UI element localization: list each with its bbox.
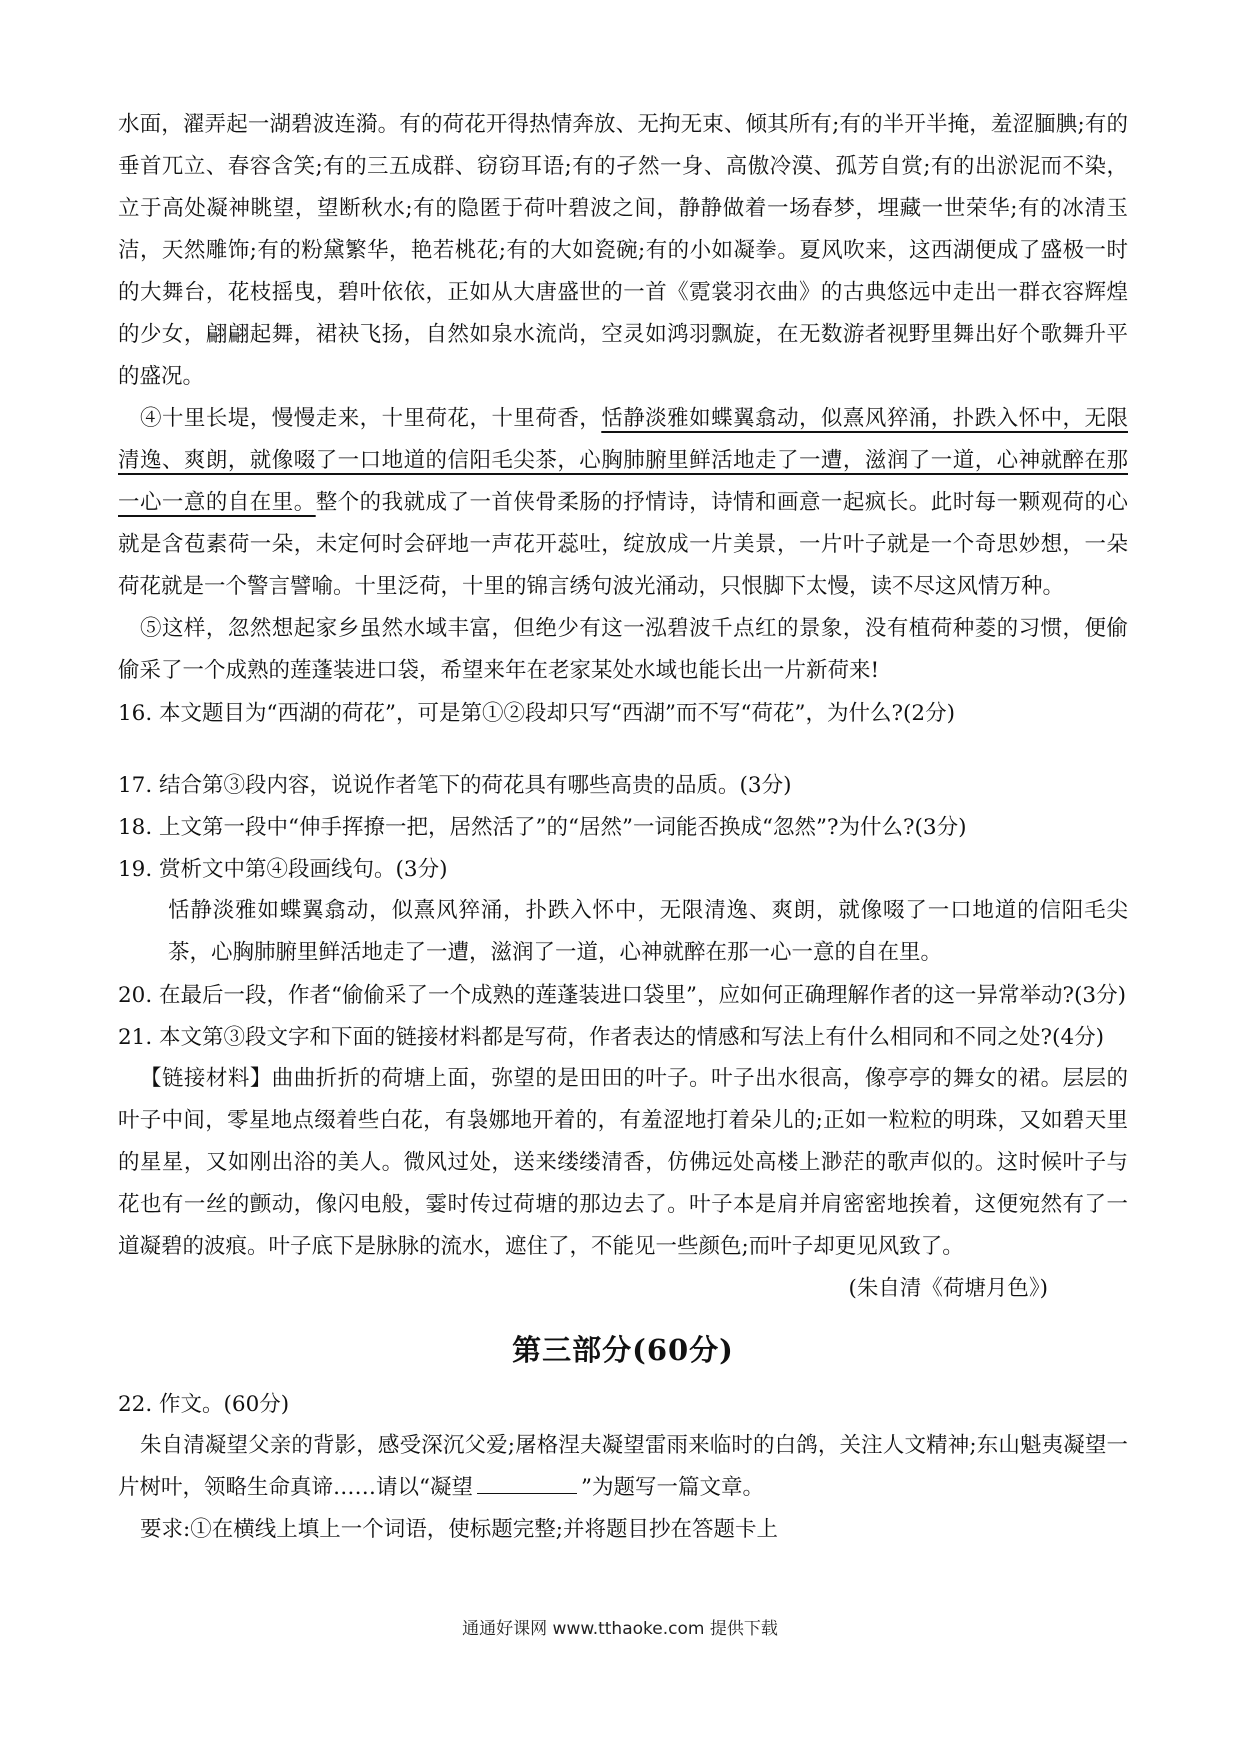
- exam-page: [118, 104, 1128, 1551]
- paragraph-3-continued: 水面，濯弄起一湖碧波连漪。有的荷花开得热情奔放、无拘无束、倾其所有;有的半开半掩，羞涩腼腆;有的垂首兀立、春容含笑;有的三五成群、窃窃耳语;有的孑然一身、高傲冷漠、孤芳自赏;有的出淤泥而不染，立于高处凝神眺望，望断秋水;有的隐匿于荷叶碧波之间，静静做着一场春梦，埋藏一世荣华;有的冰清玉洁，天然雕饰;有的粉黛繁华，艳若桃花;有的大如瓷碗;有的小如凝拳。夏风吹来，这西湖便成了盛极一时的大舞台，花枝摇曳，碧叶依依，正如从大唐盛世的一首《霓裳羽衣曲》的古典悠远中走出一群衣容辉煌的少女，翩翩起舞，裙袂飞扬，自然如泉水流尚，空灵如鸿羽飘旋，在无数游者视野里舞出好个歌舞升平的盛况。: [118, 112, 1128, 389]
- question-21: 21. 本文第③段文字和下面的链接材料都是写荷，作者表达的情感和写法上有什么相同和不同之处?(4分): [118, 1025, 1105, 1050]
- underlined-sentence: 恬静淡雅如蝶翼翕动，似熹风猝涌，扑跌入怀中，无限清逸、爽朗，就像啜了一口地道的信阳毛尖茶，心胸肺腑里鲜活地走了一遭，滋润了一道，心神就醉在那一心一意的自在里。: [118, 406, 1128, 515]
- essay-prompt: [118, 1425, 1128, 1509]
- answer-space: [118, 734, 1128, 764]
- section-title: 第三部分(60分): [512, 1333, 734, 1367]
- question-19-quote: 恬静淡雅如蝶翼翕动，似熹风猝涌，扑跌入怀中，无限清逸、爽朗，就像啜了一口地道的信阳毛尖茶，心胸肺腑里鲜活地走了一遭，滋润了一道，心神就醉在那一心一意的自在里。: [168, 898, 1128, 965]
- essay-prompt-part-a: 朱自清凝望父亲的背影，感受深沉父爱;屠格涅夫凝望雷雨来临时的白鸽，关注人文精神;东山魁夷凝望一片树叶，领略生命真谛……请以“凝望: [118, 1433, 1128, 1500]
- question-16: 16. 本文题目为“西湖的荷花”，可是第①②段却只写“西湖”而不写“荷花”，为什么?(2分): [118, 701, 955, 726]
- paragraph-4-start: ④十里长堤，慢慢走来，十里荷花，十里荷香，: [140, 406, 602, 431]
- footer-source: 通通好课网 www.tthaoke.com 提供下载: [462, 1619, 778, 1639]
- question-20: 20. 在最后一段，作者“偷偷采了一个成熟的莲蓬装进口袋里”，应如何正确理解作者的这一异常举动?(3分): [118, 983, 1126, 1008]
- question-19: 19. 赏析文中第④段画线句。(3分): [118, 857, 448, 882]
- question-18: 18. 上文第一段中“伸手挥撩一把，居然活了”的“居然”一词能否换成“忽然”?为什么?(3分): [118, 815, 967, 840]
- paragraph-5: ⑤这样，忽然想起家乡虽然水域丰富，但绝少有这一泓碧波千点红的景象，没有植荷种菱的习惯，便偷偷采了一个成熟的莲蓬装进口袋，希望来年在老家某处水域也能长出一片新荷来!: [118, 616, 1128, 683]
- paragraph-4: [118, 398, 1128, 608]
- title-blank-line: [477, 1473, 577, 1494]
- citation: (朱自清《荷塘月色》): [848, 1276, 1048, 1301]
- paragraph-4-end: 整个的我就成了一首侠骨柔肠的抒情诗，诗情和画意一起疯长。此时每一颗观荷的心就是含苞素荷一朵，未定何时会砰地一声花开蕊吐，绽放成一片美景，一片叶子就是一个奇思妙想，一朵荷花就是一个警言譬喻。十里泛荷，十里的锦言绣句波光涌动，只恨脚下太慢，读不尽这风情万种。: [118, 490, 1128, 599]
- essay-requirement: 要求:①在横线上填上一个词语，使标题完整;并将题目抄在答题卡上: [140, 1517, 778, 1542]
- question-17: 17. 结合第③段内容，说说作者笔下的荷花具有哪些高贵的品质。(3分): [118, 773, 792, 798]
- essay-prompt-part-b: ”为题写一篇文章。: [581, 1475, 764, 1500]
- link-material: 【链接材料】曲曲折折的荷塘上面，弥望的是田田的叶子。叶子出水很高，像亭亭的舞女的裙。层层的叶子中间，零星地点缀着些白花，有袅娜地开着的，有羞涩地打着朵儿的;正如一粒粒的明珠，又如碧天里的星星，又如刚出浴的美人。微风过处，送来缕缕清香，仿佛远处高楼上渺茫的歌声似的。这时候叶子与花也有一丝的颤动，像闪电般，霎时传过荷塘的那边去了。叶子本是肩并肩密密地挨着，这便宛然有了一道凝碧的波痕。叶子底下是脉脉的流水，遮住了，不能见一些颜色;而叶子却更见风致了。: [118, 1066, 1128, 1259]
- question-22: 22. 作文。(60分): [118, 1392, 290, 1417]
